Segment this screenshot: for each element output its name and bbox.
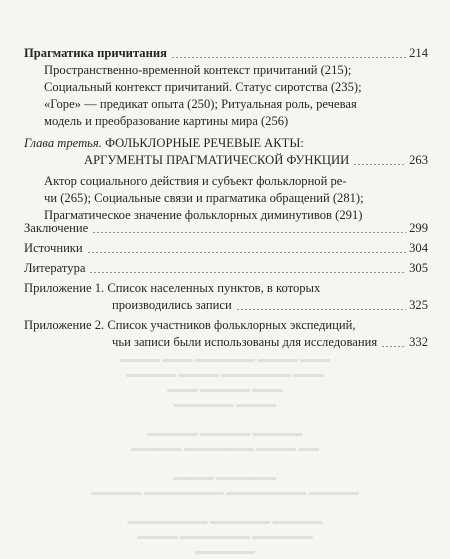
- show-through-texture: ▬▬▬▬ ▬▬▬ ▬▬▬▬▬▬ ▬▬▬▬ ▬▬▬ ▬▬▬▬▬ ▬▬▬▬ ▬▬▬▬▬▬▬ ▬▬▬ ▬▬▬ ▬▬▬▬▬ ▬▬▬ ▬▬▬▬▬▬ ▬▬▬▬ ▬▬▬▬▬ ▬▬▬▬▬ ▬▬▬▬▬ ▬▬▬▬▬ ▬▬▬▬▬▬▬ ▬▬▬▬ ▬▬ ▬▬▬▬ ▬▬▬▬▬▬ ▬▬▬▬▬ ▬▬▬▬▬▬▬▬ ▬▬▬▬▬▬▬▬ ▬▬▬▬▬ ▬▬▬▬▬▬▬▬ ▬▬▬▬▬▬ ▬▬▬▬▬ ▬▬▬▬ ▬▬▬▬▬▬▬ ▬▬▬▬▬▬ ▬▬▬▬▬▬: [91, 354, 359, 557]
- entry-title: Источники: [24, 241, 83, 255]
- chapter-heading: [24, 135, 428, 152]
- toc-row-pragmatics: [24, 45, 428, 62]
- subsection-list: [24, 62, 428, 130]
- chapter-title-line1: ФОЛЬКЛОРНЫЕ РЕЧЕВЫЕ АКТЫ:: [105, 136, 304, 150]
- entry-title-line1: Приложение 2. Список участников фольклорных экспедиций,: [24, 318, 356, 332]
- dot-leader: [381, 346, 406, 347]
- subsection-line: Актор социального действия и субъект фольклорной ре-: [44, 174, 347, 188]
- dot-leader: [236, 309, 406, 310]
- page-number: 332: [409, 335, 428, 349]
- page-number: 304: [409, 241, 428, 255]
- subsection-line: «Горе» — предикат опыта (250); Ритуальная роль, речевая: [44, 97, 357, 111]
- toc-entry-chapter3: [24, 135, 428, 224]
- subsection-line: чи (265); Социальные связи и прагматика обращений (281);: [44, 191, 364, 205]
- page-number: 214: [409, 46, 428, 60]
- dot-leader: [89, 272, 406, 273]
- toc-entry-appendix1: [24, 280, 428, 314]
- chapter-title-line2: АРГУМЕНТЫ ПРАГМАТИЧЕСКОЙ ФУНКЦИИ: [84, 153, 350, 167]
- page-number: 305: [409, 261, 428, 275]
- entry-title: Литература: [24, 261, 86, 275]
- dot-leader: [171, 57, 406, 58]
- page-number: 325: [409, 298, 428, 312]
- entry-title-line1: Приложение 1. Список населенных пунктов, в которых: [24, 281, 321, 295]
- toc-row-appendix1: [24, 297, 428, 314]
- entry-title-line2: чьи записи были использованы для исследования: [112, 335, 378, 349]
- subsection-line: модель и преобразование картины мира (256): [44, 114, 289, 128]
- toc-row-chapter3: [24, 152, 428, 169]
- entry-title-line2: производились записи: [112, 298, 232, 312]
- dot-leader: [92, 232, 406, 233]
- toc-entry-appendix2: [24, 317, 428, 351]
- toc-row-appendix2: [24, 334, 428, 351]
- toc-entry-conclusion: [24, 220, 428, 237]
- toc-entry-sources: [24, 240, 428, 257]
- toc-row-sources: [24, 240, 428, 257]
- toc-entry-pragmatics: [24, 45, 428, 130]
- page-number: 263: [409, 153, 428, 167]
- subsection-line: Прагматическое значение фольклорных диминутивов (291): [44, 208, 363, 222]
- dot-leader: [87, 252, 406, 253]
- entry-title: Прагматика причитания: [24, 46, 167, 60]
- toc-row-literature: [24, 260, 428, 277]
- toc-row-conclusion: [24, 220, 428, 237]
- toc-entry-literature: [24, 260, 428, 277]
- subsection-line: Социальный контекст причитаний. Статус сиротства (235);: [44, 80, 362, 94]
- subsection-list: [24, 173, 428, 224]
- chapter-label: Глава третья.: [24, 136, 102, 150]
- dot-leader: [353, 164, 406, 165]
- subsection-line: Пространственно-временной контекст причитаний (215);: [44, 63, 352, 77]
- page-number: 299: [409, 221, 428, 235]
- entry-title: Заключение: [24, 221, 89, 235]
